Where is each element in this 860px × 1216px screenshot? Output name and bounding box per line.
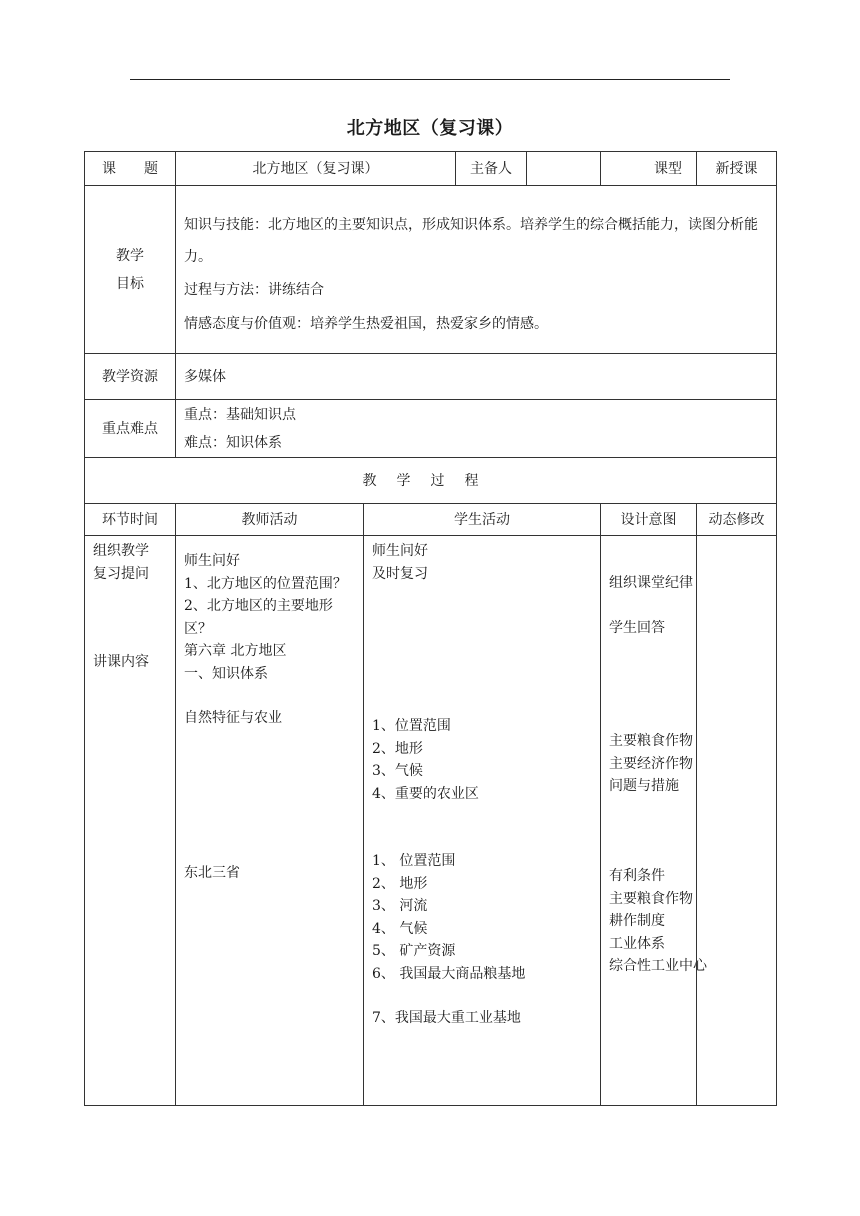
keypoints-row	[85, 400, 777, 458]
teacher-line: 自然特征与农业	[184, 710, 282, 726]
goal-method: 过程与方法：讲练结合	[184, 281, 324, 298]
teacher-line: 师生问好	[184, 553, 240, 569]
student-line: 2、 地形	[372, 875, 428, 892]
student-line: 6、 我国最大商品粮基地	[372, 965, 526, 982]
intent-top-list	[609, 572, 693, 639]
student-line: 1、位置范围	[372, 718, 451, 734]
intent-line: 主要粮食作物	[609, 733, 693, 749]
intent-northeast-list	[609, 865, 707, 978]
goals-label-line2: 目标	[116, 275, 144, 292]
stage-list	[93, 540, 167, 674]
preparer-label: 主备人	[456, 152, 527, 186]
intent-line: 主要经济作物	[609, 755, 693, 772]
type-value: 新授课	[697, 152, 777, 186]
header-stage: 环节时间	[85, 504, 176, 536]
teacher-line: 1、北方地区的位置范围？	[184, 575, 347, 592]
stage-line: 讲课内容	[93, 654, 149, 670]
key-point: 重点：基础知识点	[184, 406, 296, 423]
student-line: 1、 位置范围	[372, 853, 456, 869]
stage-cell	[85, 536, 176, 1106]
goal-emotion: 情感态度与价值观：培养学生热爱祖国，热爱家乡的情感。	[184, 315, 548, 332]
lesson-plan-table	[84, 151, 777, 1106]
goals-row	[85, 186, 777, 354]
keypoints-label: 重点难点	[85, 400, 176, 458]
stage-line: 复习提问	[93, 565, 149, 582]
goals-content	[176, 186, 777, 354]
process-title-row	[85, 458, 777, 504]
teacher-line: 一、知识体系	[184, 665, 268, 682]
header-revision: 动态修改	[697, 504, 777, 536]
intent-line: 耕作制度	[609, 913, 665, 929]
teacher-list	[184, 550, 355, 884]
difficult-point: 难点：知识体系	[184, 434, 282, 451]
type-label: 课型	[601, 152, 697, 186]
student-line: 4、重要的农业区	[372, 785, 479, 802]
intent-line: 组织课堂纪律	[609, 575, 693, 591]
student-northeast-list	[372, 850, 525, 1030]
intent-line: 有利条件	[609, 868, 665, 884]
header-rule	[130, 79, 730, 80]
revision-cell	[697, 536, 777, 1106]
student-line: 7、我国最大重工业基地	[372, 1010, 521, 1026]
intent-line: 主要粮食作物	[609, 890, 693, 907]
student-natural-list	[372, 715, 479, 805]
student-line: 师生问好	[372, 543, 428, 559]
intent-line: 学生回答	[609, 619, 665, 636]
intent-natural-list	[609, 730, 693, 798]
keypoints-content	[176, 400, 777, 458]
resources-label: 教学资源	[85, 354, 176, 400]
teacher-line: 区？	[184, 620, 212, 637]
student-line: 3、 河流	[372, 898, 428, 914]
intent-cell	[601, 536, 707, 1106]
student-list	[372, 540, 592, 585]
process-header-row	[85, 504, 777, 536]
header-student: 学生活动	[364, 504, 601, 536]
student-line: 2、地形	[372, 740, 423, 757]
info-row	[85, 152, 777, 186]
teacher-cell	[176, 536, 364, 1106]
goals-label	[85, 186, 176, 354]
student-line: 4、 气候	[372, 920, 428, 937]
teacher-line: 2、北方地区的主要地形	[184, 598, 333, 614]
student-line: 及时复习	[372, 565, 428, 582]
intent-line: 综合性工业中心	[609, 958, 707, 974]
goals-label-line1: 教学	[116, 247, 144, 264]
resources-value: 多媒体	[176, 354, 777, 400]
student-line: 5、 矿产资源	[372, 943, 456, 959]
resources-row	[85, 354, 777, 400]
subject-label: 课 题	[85, 152, 176, 186]
preparer-value	[527, 152, 601, 186]
stage-line: 组织教学	[93, 543, 149, 559]
process-body-row	[85, 536, 777, 1106]
process-title-cell	[85, 458, 777, 504]
process-title: 教学过程	[362, 472, 499, 489]
student-cell	[364, 536, 601, 1106]
student-line: 3、气候	[372, 763, 423, 779]
intent-line: 工业体系	[609, 935, 665, 952]
teacher-line: 东北三省	[184, 864, 240, 881]
header-intent: 设计意图	[601, 504, 697, 536]
goal-knowledge: 知识与技能：北方地区的主要知识点，形成知识体系。培养学生的综合概括能力，读图分析能力。	[184, 216, 758, 265]
subject-value: 北方地区（复习课）	[176, 152, 456, 186]
header-teacher: 教师活动	[176, 504, 364, 536]
teacher-line: 第六章 北方地区	[184, 643, 287, 659]
document-title: 北方地区（复习课）	[346, 118, 514, 139]
intent-line: 问题与措施	[609, 778, 679, 794]
